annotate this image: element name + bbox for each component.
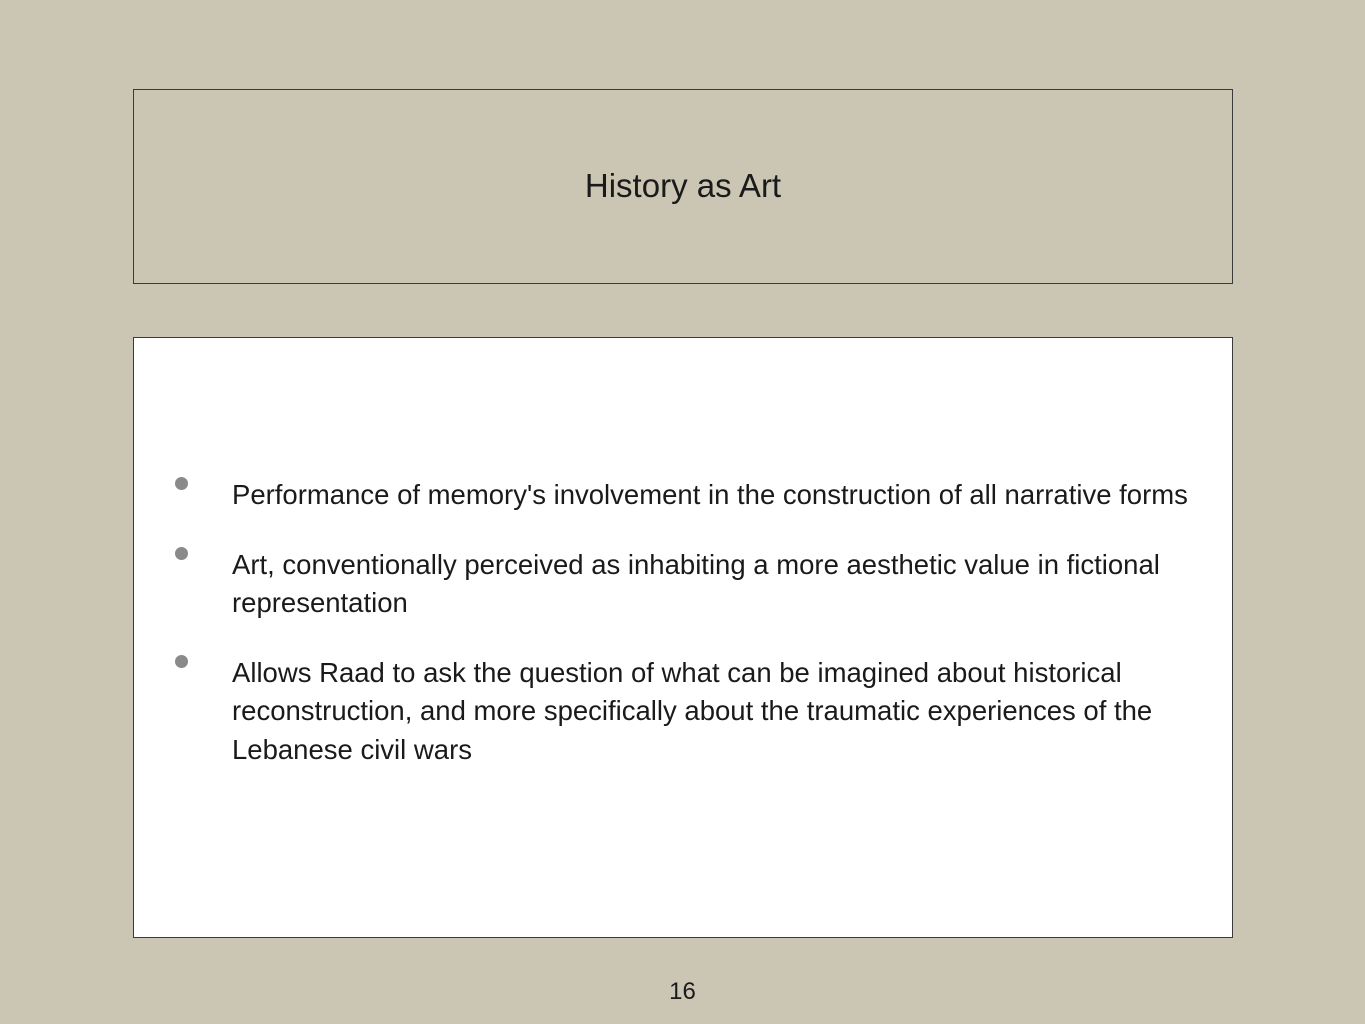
- bullet-item: [134, 654, 1232, 770]
- slide-title: History as Art: [584, 166, 782, 204]
- bullet-text: Allows Raad to ask the question of what can be imagined about historical reconstruction, and more specifically about the traumatic experiences of the Lebanese civil wars: [232, 656, 1153, 765]
- slide-title-box: [133, 89, 1233, 284]
- bullet-item: [134, 546, 1232, 623]
- bullet-dot-icon: [175, 547, 188, 560]
- page-number: 16: [669, 978, 696, 1005]
- bullet-item: [134, 476, 1232, 515]
- bullet-list: [134, 476, 1232, 800]
- bullet-text: Performance of memory's involvement in the construction of all narrative forms: [232, 479, 1188, 510]
- slide-content-box: [133, 337, 1233, 938]
- bullet-dot-icon: [175, 655, 188, 668]
- bullet-text: Art, conventionally perceived as inhabiting a more aesthetic value in fictional representation: [232, 548, 1160, 618]
- bullet-dot-icon: [175, 477, 188, 490]
